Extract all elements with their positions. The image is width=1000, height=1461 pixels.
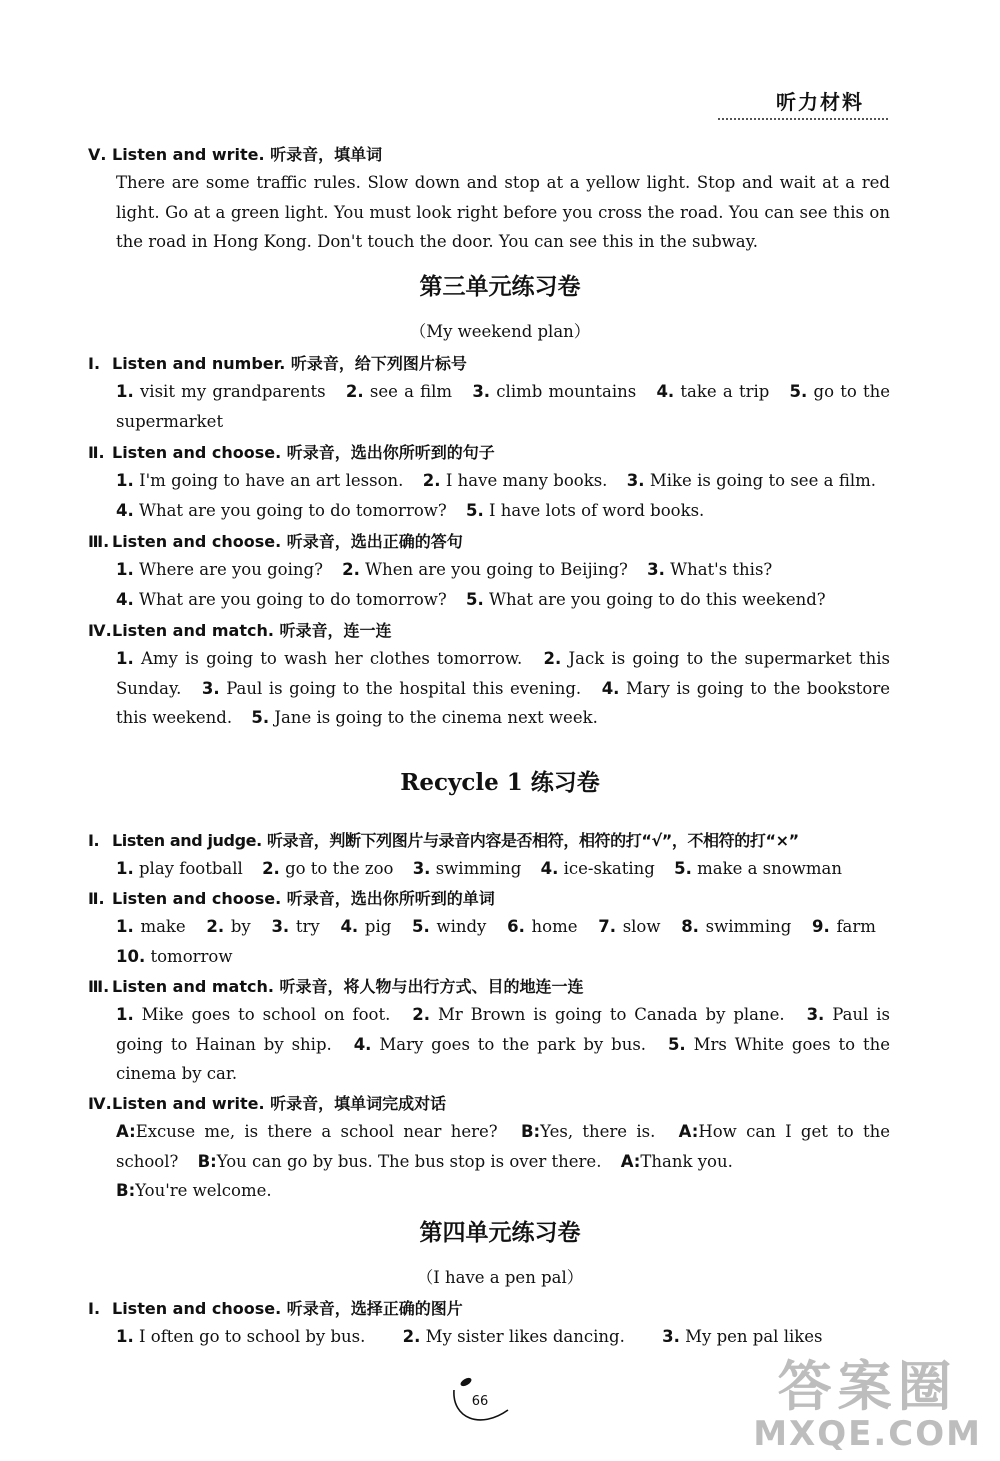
section-heading: Ⅲ. Listen and match. 听录音，将人物与出行方式、目的地连一连 bbox=[88, 977, 584, 996]
section-heading: Ⅰ. Listen and number. 听录音，给下列图片标号 bbox=[88, 354, 467, 373]
watermark-logo: 答案圈 MXQE.COM bbox=[753, 1355, 982, 1454]
section-items: 1. I'm going to have an art lesson. 2. I have many books. 3. Mike is going to see a film. 4. What are you going to do tomorrow? 5. I have lots of word books. bbox=[116, 471, 876, 520]
recycle-sec-3 bbox=[88, 974, 890, 1089]
section-items: 1. make 2. by 3. try 4. pig 5. windy 6. home 7. slow 8. swimming 9. farm 10. tomorrow bbox=[116, 917, 876, 966]
unit3-sec-3 bbox=[88, 529, 890, 614]
recycle-sec-2 bbox=[88, 886, 890, 971]
section-items: 1. Where are you going? 2. When are you going to Beijing? 3. What's this? 4. What are you going to do tomorrow? 5. What are you going to do this weekend? bbox=[116, 560, 826, 609]
section-heading: Ⅰ. Listen and choose. 听录音，选择正确的图片 bbox=[88, 1299, 463, 1318]
section-heading: Ⅰ. Listen and judge. 听录音，判断下列图片与录音内容是否相符，相符的打“√”，不相符的打“×” bbox=[88, 831, 799, 850]
section-items: 1. Mike goes to school on foot. 2. Mr Brown is going to Canada by plane. 3. Paul is going to Hainan by ship. 4. Mary goes to the park by bus. 5. Mrs White goes to the cinema by car. bbox=[116, 1005, 891, 1083]
section-items: 1. I often go to school by bus. 2. My sister likes dancing. 3. My pen pal likes bbox=[116, 1327, 823, 1346]
unit3-sec-1 bbox=[88, 351, 890, 436]
section-v bbox=[88, 142, 890, 257]
section-items: 1. Amy is going to wash her clothes tomorrow. 2. Jack is going to the supermarket this Sunday. 3. Paul is going to the hospital this evening. 4. Mary is going to the bookstore this weekend. 5. Jane is going to the cinema next week. bbox=[116, 649, 891, 727]
section-heading: Ⅲ. Listen and choose. 听录音，选出正确的答句 bbox=[88, 532, 463, 551]
unit3-subtitle: （My weekend plan） bbox=[409, 322, 591, 341]
header-dotted-rule bbox=[718, 118, 888, 120]
recycle-title: Recycle 1 练习卷 bbox=[400, 769, 600, 796]
section-heading: Ⅳ.Listen and write. 听录音，填单词完成对话 bbox=[88, 1094, 447, 1113]
unit4-title: 第四单元练习卷 bbox=[419, 1220, 581, 1246]
unit4-sec-1 bbox=[88, 1296, 890, 1352]
section-items: 1. visit my grandparents 2. see a film 3. climb mountains 4. take a trip 5. go to the supermarket bbox=[116, 382, 891, 431]
section-text: There are some traffic rules. Slow down and stop at a yellow light. Stop and wait at a red light. Go at a green light. You must look right before you cross the road. You can see this on the road in Hong Kong. Don't touch the door. You can see this in the subway. bbox=[116, 173, 890, 251]
page-number: 66 bbox=[471, 1394, 489, 1409]
unit3-sec-2 bbox=[88, 440, 890, 525]
section-items: 1. play football 2. go to the zoo 3. swimming 4. ice-skating 5. make a snowman bbox=[116, 859, 842, 878]
dialogue: A:Excuse me, is there a school near here? B:Yes, there is. A:How can I get to the school? B:You can go by bus. The bus stop is over there. A:Thank you. B:You're welcome. bbox=[116, 1122, 891, 1200]
section-heading: Ⅱ. Listen and choose. 听录音，选出你所听到的单词 bbox=[88, 889, 495, 908]
running-header: 听力材料 bbox=[776, 90, 864, 114]
unit3-sec-4 bbox=[88, 618, 890, 733]
recycle-sec-4 bbox=[88, 1091, 890, 1206]
section-heading: Ⅳ.Listen and match. 听录音，连一连 bbox=[88, 621, 392, 640]
recycle-sec-1 bbox=[88, 828, 890, 884]
section-heading: Ⅴ. Listen and write. 听录音，填单词 bbox=[88, 145, 383, 164]
unit4-subtitle: （I have a pen pal） bbox=[416, 1268, 584, 1287]
section-heading: Ⅱ. Listen and choose. 听录音，选出你所听到的句子 bbox=[88, 443, 495, 462]
unit3-title: 第三单元练习卷 bbox=[419, 274, 581, 300]
